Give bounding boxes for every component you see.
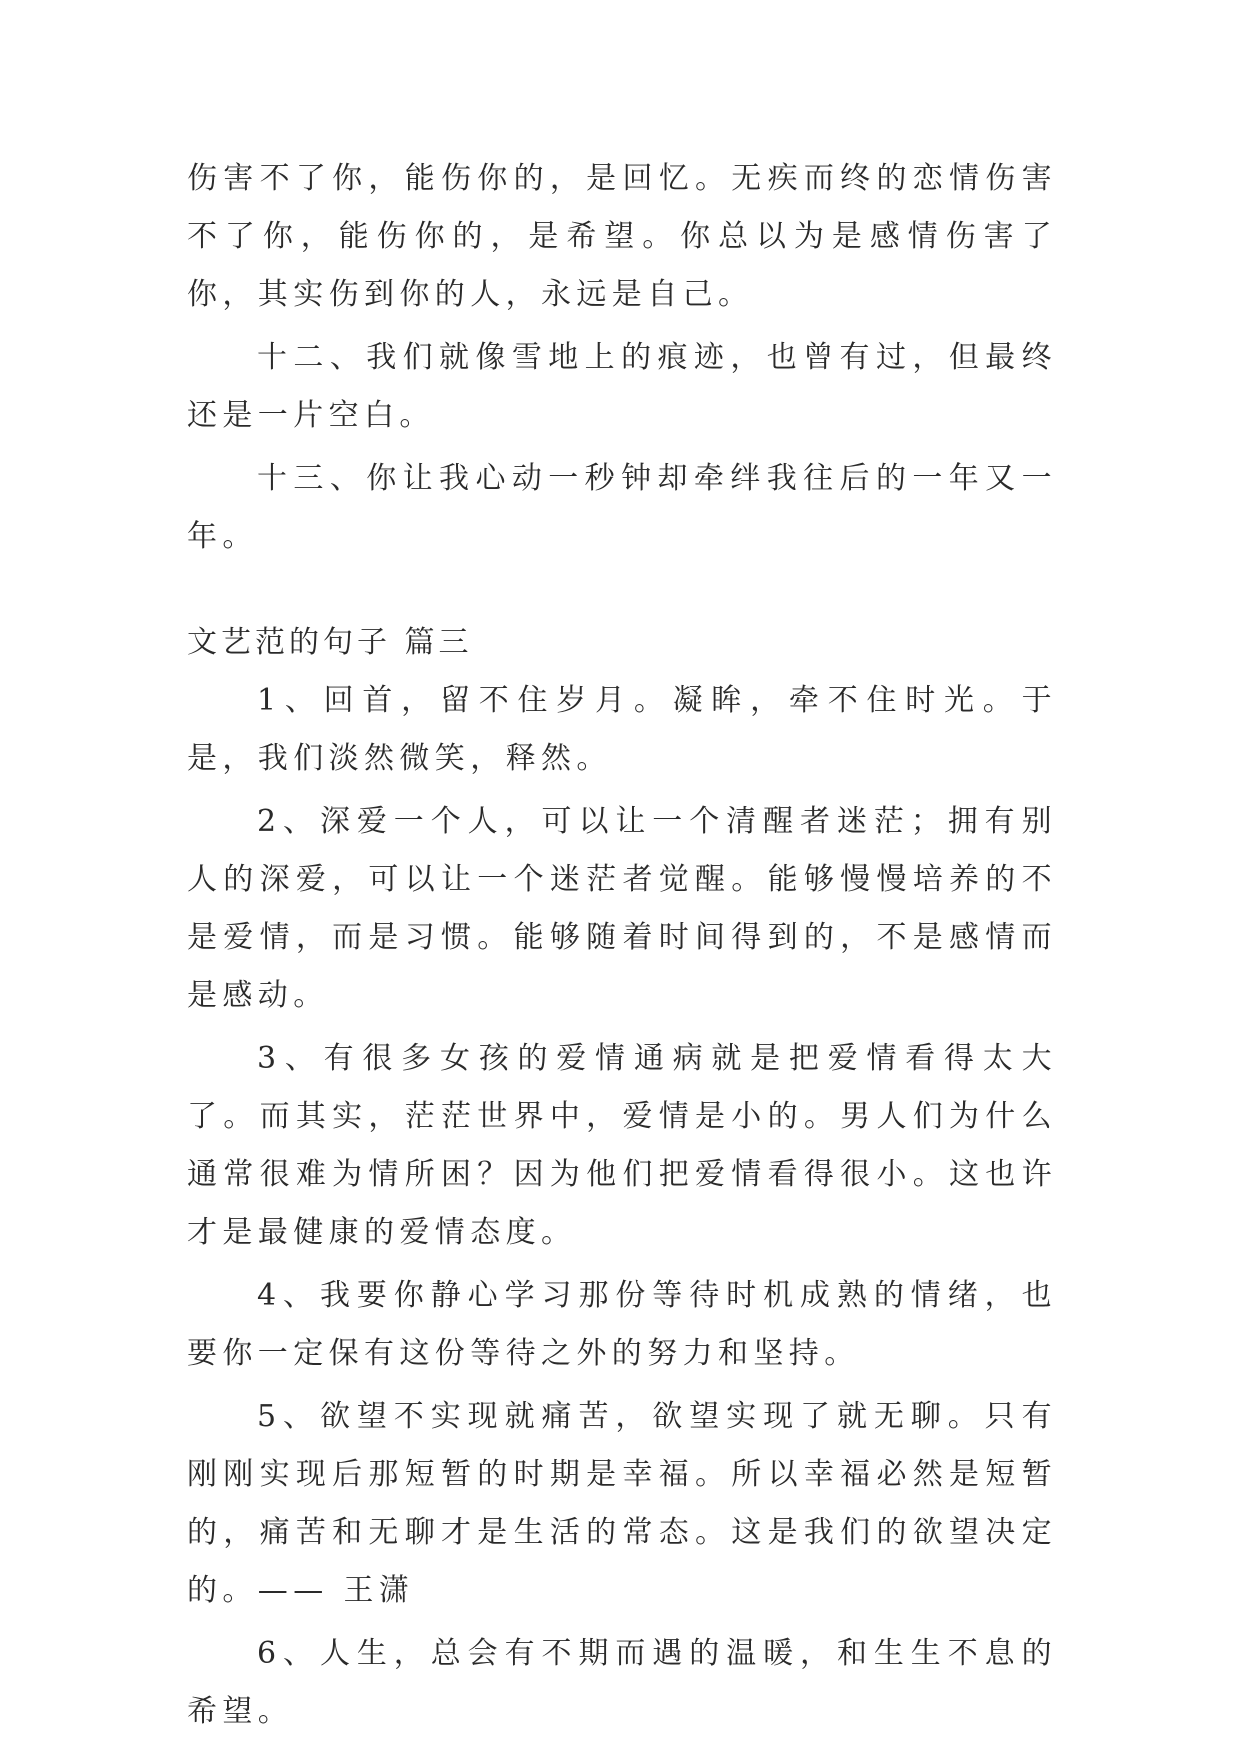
section-title: 文艺范的句子 篇三	[187, 625, 473, 660]
paragraph-item-4: 4、我要你静心学习那份等待时机成熟的情绪，也要你一定保有这份等待之外的努力和坚持。	[187, 1278, 1057, 1371]
paragraph-item-2: 2、深爱一个人，可以让一个清醒者迷茫；拥有别人的深爱，可以让一个迷茫者觉醒。能够慢慢培养的不是爱情，而是习惯。能够随着时间得到的，不是感情而是感动。	[187, 804, 1057, 1013]
paragraph-item-13: 十三、你让我心动一秒钟却牵绊我往后的一年又一年。	[187, 461, 1057, 554]
paragraph-item-1: 1、回首，留不住岁月。凝眸，牵不住时光。于是，我们淡然微笑，释然。	[187, 683, 1057, 776]
paragraph-continued: 伤害不了你，能伤你的，是回忆。无疾而终的恋情伤害不了你，能伤你的，是希望。你总以为是感情伤害了你，其实伤到你的人，永远是自己。	[187, 161, 1057, 312]
paragraph-item-12: 十二、我们就像雪地上的痕迹，也曾有过，但最终还是一片空白。	[187, 340, 1057, 433]
paragraph-item-5: 5、欲望不实现就痛苦，欲望实现了就无聊。只有刚刚实现后那短暂的时期是幸福。所以幸福必然是短暂的，痛苦和无聊才是生活的常态。这是我们的欲望决定的。—— 王潇	[187, 1399, 1057, 1608]
paragraph-item-3: 3、有很多女孩的爱情通病就是把爱情看得太大了。而其实，茫茫世界中，爱情是小的。男人们为什么通常很难为情所困？因为他们把爱情看得很小。这也许才是最健康的爱情态度。	[187, 1041, 1057, 1250]
paragraph-item-6: 6、人生，总会有不期而遇的温暖，和生生不息的希望。	[187, 1636, 1057, 1729]
document-body	[187, 150, 1057, 1741]
